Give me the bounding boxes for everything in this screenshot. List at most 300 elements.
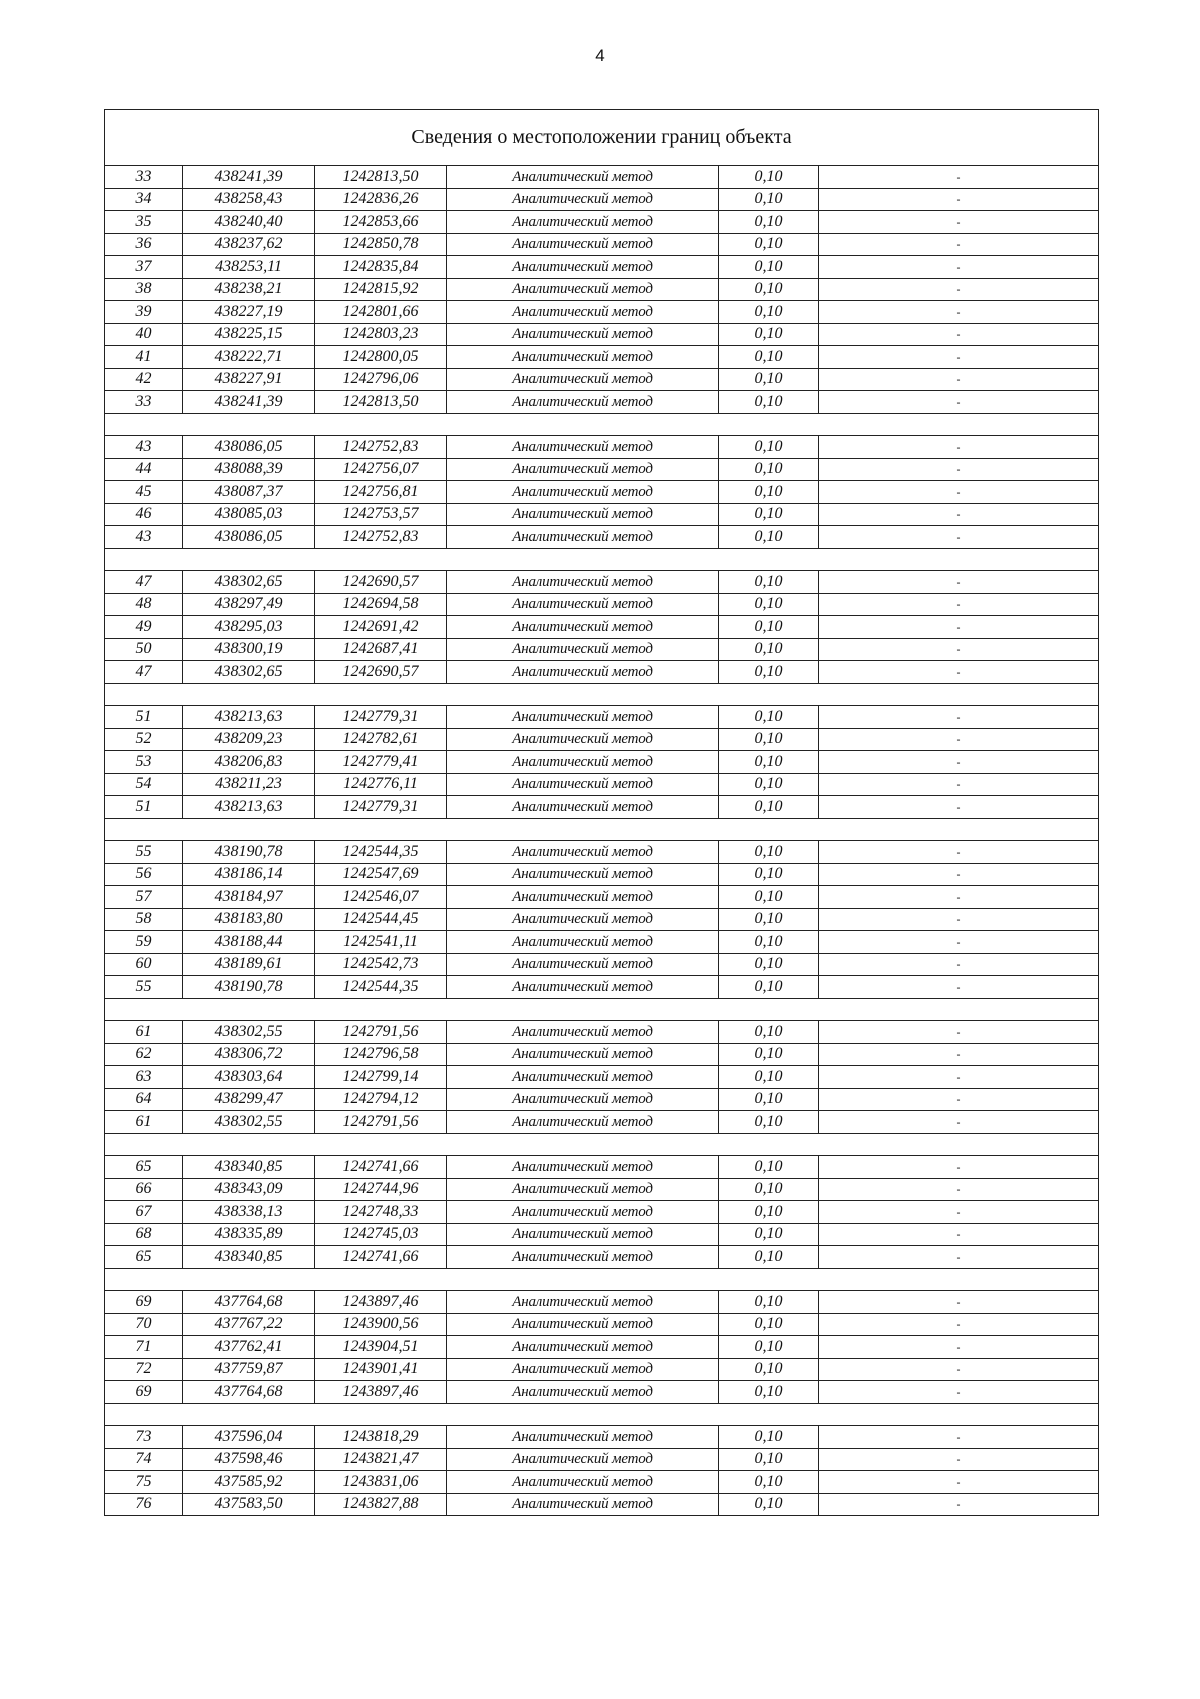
y-coordinate-cell: 1242800,05	[315, 346, 447, 369]
accuracy-cell: 0,10	[719, 571, 819, 594]
table-row	[105, 346, 1099, 369]
group-separator	[105, 998, 1099, 1021]
method-cell: Аналитический метод	[447, 1471, 719, 1494]
point-number-cell: 34	[105, 188, 183, 211]
point-number-cell: 74	[105, 1448, 183, 1471]
accuracy-cell: 0,10	[719, 1313, 819, 1336]
description-cell: -	[819, 1043, 1099, 1066]
point-number-cell: 39	[105, 301, 183, 324]
y-coordinate-cell: 1242803,23	[315, 323, 447, 346]
point-number-cell: 69	[105, 1381, 183, 1404]
y-coordinate-cell: 1243897,46	[315, 1381, 447, 1404]
description-cell: -	[819, 166, 1099, 189]
point-number-cell: 43	[105, 436, 183, 459]
table-row	[105, 886, 1099, 909]
point-number-cell: 61	[105, 1111, 183, 1134]
y-coordinate-cell: 1242544,35	[315, 976, 447, 999]
y-coordinate-cell: 1242796,06	[315, 368, 447, 391]
description-cell: -	[819, 638, 1099, 661]
table-row	[105, 233, 1099, 256]
description-cell: -	[819, 1448, 1099, 1471]
table-row	[105, 458, 1099, 481]
table-row	[105, 1223, 1099, 1246]
table-row	[105, 1246, 1099, 1269]
table-title: Сведения о местоположении границ объекта	[105, 110, 1099, 166]
table-row	[105, 1493, 1099, 1516]
x-coordinate-cell: 438222,71	[183, 346, 315, 369]
y-coordinate-cell: 1242753,57	[315, 503, 447, 526]
point-number-cell: 48	[105, 593, 183, 616]
x-coordinate-cell: 437764,68	[183, 1291, 315, 1314]
method-cell: Аналитический метод	[447, 931, 719, 954]
y-coordinate-cell: 1242741,66	[315, 1246, 447, 1269]
y-coordinate-cell: 1243831,06	[315, 1471, 447, 1494]
point-number-cell: 55	[105, 976, 183, 999]
y-coordinate-cell: 1242801,66	[315, 301, 447, 324]
description-cell: -	[819, 1178, 1099, 1201]
accuracy-cell: 0,10	[719, 1426, 819, 1449]
x-coordinate-cell: 438209,23	[183, 728, 315, 751]
accuracy-cell: 0,10	[719, 886, 819, 909]
accuracy-cell: 0,10	[719, 391, 819, 414]
method-cell: Аналитический метод	[447, 638, 719, 661]
method-cell: Аналитический метод	[447, 953, 719, 976]
point-number-cell: 65	[105, 1246, 183, 1269]
accuracy-cell: 0,10	[719, 346, 819, 369]
x-coordinate-cell: 438302,65	[183, 661, 315, 684]
accuracy-cell: 0,10	[719, 436, 819, 459]
description-cell: -	[819, 661, 1099, 684]
group-separator	[105, 548, 1099, 571]
y-coordinate-cell: 1242791,56	[315, 1111, 447, 1134]
method-cell: Аналитический метод	[447, 593, 719, 616]
accuracy-cell: 0,10	[719, 503, 819, 526]
point-number-cell: 59	[105, 931, 183, 954]
point-number-cell: 47	[105, 571, 183, 594]
x-coordinate-cell: 438302,55	[183, 1021, 315, 1044]
method-cell: Аналитический метод	[447, 503, 719, 526]
method-cell: Аналитический метод	[447, 526, 719, 549]
point-number-cell: 47	[105, 661, 183, 684]
method-cell: Аналитический метод	[447, 728, 719, 751]
description-cell: -	[819, 886, 1099, 909]
x-coordinate-cell: 438299,47	[183, 1088, 315, 1111]
accuracy-cell: 0,10	[719, 976, 819, 999]
accuracy-cell: 0,10	[719, 1336, 819, 1359]
method-cell: Аналитический метод	[447, 481, 719, 504]
description-cell: -	[819, 1336, 1099, 1359]
y-coordinate-cell: 1242541,11	[315, 931, 447, 954]
table-row	[105, 1291, 1099, 1314]
table-row	[105, 638, 1099, 661]
table-row	[105, 1426, 1099, 1449]
table-row	[105, 278, 1099, 301]
table-row	[105, 773, 1099, 796]
point-number-cell: 67	[105, 1201, 183, 1224]
y-coordinate-cell: 1242690,57	[315, 661, 447, 684]
accuracy-cell: 0,10	[719, 1201, 819, 1224]
x-coordinate-cell: 438238,21	[183, 278, 315, 301]
method-cell: Аналитический метод	[447, 773, 719, 796]
x-coordinate-cell: 438088,39	[183, 458, 315, 481]
method-cell: Аналитический метод	[447, 1111, 719, 1134]
x-coordinate-cell: 437596,04	[183, 1426, 315, 1449]
group-separator	[105, 413, 1099, 436]
x-coordinate-cell: 438190,78	[183, 976, 315, 999]
description-cell: -	[819, 841, 1099, 864]
point-number-cell: 38	[105, 278, 183, 301]
method-cell: Аналитический метод	[447, 863, 719, 886]
method-cell: Аналитический метод	[447, 706, 719, 729]
description-cell: -	[819, 481, 1099, 504]
table-row	[105, 368, 1099, 391]
y-coordinate-cell: 1242836,26	[315, 188, 447, 211]
point-number-cell: 54	[105, 773, 183, 796]
method-cell: Аналитический метод	[447, 1021, 719, 1044]
table-row	[105, 1088, 1099, 1111]
x-coordinate-cell: 438183,80	[183, 908, 315, 931]
description-cell: -	[819, 728, 1099, 751]
group-separator-row	[105, 1403, 1099, 1426]
table-row	[105, 1111, 1099, 1134]
x-coordinate-cell: 438338,13	[183, 1201, 315, 1224]
accuracy-cell: 0,10	[719, 796, 819, 819]
description-cell: -	[819, 1381, 1099, 1404]
point-number-cell: 53	[105, 751, 183, 774]
x-coordinate-cell: 438241,39	[183, 166, 315, 189]
method-cell: Аналитический метод	[447, 346, 719, 369]
y-coordinate-cell: 1242694,58	[315, 593, 447, 616]
x-coordinate-cell: 438300,19	[183, 638, 315, 661]
description-cell: -	[819, 1426, 1099, 1449]
accuracy-cell: 0,10	[719, 841, 819, 864]
page-number: 4	[595, 46, 605, 65]
group-separator	[105, 1268, 1099, 1291]
accuracy-cell: 0,10	[719, 278, 819, 301]
description-cell: -	[819, 796, 1099, 819]
y-coordinate-cell: 1242850,78	[315, 233, 447, 256]
point-number-cell: 51	[105, 796, 183, 819]
point-number-cell: 45	[105, 481, 183, 504]
table-row	[105, 1471, 1099, 1494]
x-coordinate-cell: 438227,91	[183, 368, 315, 391]
method-cell: Аналитический метод	[447, 1381, 719, 1404]
y-coordinate-cell: 1242741,66	[315, 1156, 447, 1179]
description-cell: -	[819, 1021, 1099, 1044]
method-cell: Аналитический метод	[447, 1223, 719, 1246]
x-coordinate-cell: 438189,61	[183, 953, 315, 976]
description-cell: -	[819, 616, 1099, 639]
y-coordinate-cell: 1242813,50	[315, 391, 447, 414]
group-separator	[105, 1133, 1099, 1156]
x-coordinate-cell: 438295,03	[183, 616, 315, 639]
group-separator	[105, 1403, 1099, 1426]
accuracy-cell: 0,10	[719, 751, 819, 774]
description-cell: -	[819, 593, 1099, 616]
y-coordinate-cell: 1242745,03	[315, 1223, 447, 1246]
description-cell: -	[819, 706, 1099, 729]
accuracy-cell: 0,10	[719, 728, 819, 751]
point-number-cell: 62	[105, 1043, 183, 1066]
description-cell: -	[819, 1088, 1099, 1111]
y-coordinate-cell: 1242815,92	[315, 278, 447, 301]
table-row	[105, 616, 1099, 639]
table-row	[105, 1381, 1099, 1404]
x-coordinate-cell: 438253,11	[183, 256, 315, 279]
table-row	[105, 211, 1099, 234]
group-separator-row	[105, 548, 1099, 571]
method-cell: Аналитический метод	[447, 1043, 719, 1066]
description-cell: -	[819, 323, 1099, 346]
y-coordinate-cell: 1242813,50	[315, 166, 447, 189]
accuracy-cell: 0,10	[719, 166, 819, 189]
table-row	[105, 751, 1099, 774]
x-coordinate-cell: 438335,89	[183, 1223, 315, 1246]
x-coordinate-cell: 438188,44	[183, 931, 315, 954]
accuracy-cell: 0,10	[719, 931, 819, 954]
method-cell: Аналитический метод	[447, 886, 719, 909]
method-cell: Аналитический метод	[447, 1156, 719, 1179]
method-cell: Аналитический метод	[447, 1291, 719, 1314]
table-row	[105, 593, 1099, 616]
x-coordinate-cell: 437598,46	[183, 1448, 315, 1471]
accuracy-cell: 0,10	[719, 1111, 819, 1134]
table-row	[105, 571, 1099, 594]
accuracy-cell: 0,10	[719, 706, 819, 729]
description-cell: -	[819, 278, 1099, 301]
y-coordinate-cell: 1243904,51	[315, 1336, 447, 1359]
y-coordinate-cell: 1242799,14	[315, 1066, 447, 1089]
x-coordinate-cell: 438186,14	[183, 863, 315, 886]
description-cell: -	[819, 773, 1099, 796]
x-coordinate-cell: 438302,65	[183, 571, 315, 594]
y-coordinate-cell: 1243827,88	[315, 1493, 447, 1516]
accuracy-cell: 0,10	[719, 1493, 819, 1516]
x-coordinate-cell: 438237,62	[183, 233, 315, 256]
method-cell: Аналитический метод	[447, 256, 719, 279]
accuracy-cell: 0,10	[719, 188, 819, 211]
method-cell: Аналитический метод	[447, 1426, 719, 1449]
description-cell: -	[819, 1201, 1099, 1224]
point-number-cell: 55	[105, 841, 183, 864]
point-number-cell: 40	[105, 323, 183, 346]
table-row	[105, 1178, 1099, 1201]
y-coordinate-cell: 1242779,31	[315, 796, 447, 819]
description-cell: -	[819, 1223, 1099, 1246]
y-coordinate-cell: 1242782,61	[315, 728, 447, 751]
y-coordinate-cell: 1242756,07	[315, 458, 447, 481]
y-coordinate-cell: 1242546,07	[315, 886, 447, 909]
description-cell: -	[819, 1291, 1099, 1314]
method-cell: Аналитический метод	[447, 278, 719, 301]
method-cell: Аналитический метод	[447, 1493, 719, 1516]
group-separator	[105, 818, 1099, 841]
method-cell: Аналитический метод	[447, 301, 719, 324]
accuracy-cell: 0,10	[719, 1178, 819, 1201]
accuracy-cell: 0,10	[719, 1381, 819, 1404]
y-coordinate-cell: 1243897,46	[315, 1291, 447, 1314]
accuracy-cell: 0,10	[719, 1471, 819, 1494]
point-number-cell: 51	[105, 706, 183, 729]
y-coordinate-cell: 1242748,33	[315, 1201, 447, 1224]
x-coordinate-cell: 438211,23	[183, 773, 315, 796]
accuracy-cell: 0,10	[719, 481, 819, 504]
table-row	[105, 301, 1099, 324]
accuracy-cell: 0,10	[719, 211, 819, 234]
table-row	[105, 728, 1099, 751]
point-number-cell: 44	[105, 458, 183, 481]
group-separator-row	[105, 1133, 1099, 1156]
description-cell: -	[819, 1246, 1099, 1269]
method-cell: Аналитический метод	[447, 458, 719, 481]
description-cell: -	[819, 1471, 1099, 1494]
method-cell: Аналитический метод	[447, 436, 719, 459]
method-cell: Аналитический метод	[447, 908, 719, 931]
accuracy-cell: 0,10	[719, 1088, 819, 1111]
y-coordinate-cell: 1242542,73	[315, 953, 447, 976]
description-cell: -	[819, 368, 1099, 391]
table-row	[105, 503, 1099, 526]
description-cell: -	[819, 953, 1099, 976]
description-cell: -	[819, 976, 1099, 999]
method-cell: Аналитический метод	[447, 1066, 719, 1089]
accuracy-cell: 0,10	[719, 1043, 819, 1066]
x-coordinate-cell: 438258,43	[183, 188, 315, 211]
description-cell: -	[819, 503, 1099, 526]
accuracy-cell: 0,10	[719, 1156, 819, 1179]
accuracy-cell: 0,10	[719, 233, 819, 256]
y-coordinate-cell: 1243900,56	[315, 1313, 447, 1336]
accuracy-cell: 0,10	[719, 1066, 819, 1089]
method-cell: Аналитический метод	[447, 1178, 719, 1201]
point-number-cell: 70	[105, 1313, 183, 1336]
y-coordinate-cell: 1242752,83	[315, 436, 447, 459]
description-cell: -	[819, 301, 1099, 324]
method-cell: Аналитический метод	[447, 1201, 719, 1224]
description-cell: -	[819, 1111, 1099, 1134]
table-row	[105, 526, 1099, 549]
table-row	[105, 436, 1099, 459]
method-cell: Аналитический метод	[447, 323, 719, 346]
table-row	[105, 1021, 1099, 1044]
table-row	[105, 391, 1099, 414]
point-number-cell: 58	[105, 908, 183, 931]
x-coordinate-cell: 438184,97	[183, 886, 315, 909]
point-number-cell: 36	[105, 233, 183, 256]
description-cell: -	[819, 1313, 1099, 1336]
method-cell: Аналитический метод	[447, 233, 719, 256]
y-coordinate-cell: 1242544,35	[315, 841, 447, 864]
point-number-cell: 69	[105, 1291, 183, 1314]
point-number-cell: 66	[105, 1178, 183, 1201]
description-cell: -	[819, 436, 1099, 459]
description-cell: -	[819, 458, 1099, 481]
x-coordinate-cell: 438340,85	[183, 1246, 315, 1269]
description-cell: -	[819, 863, 1099, 886]
x-coordinate-cell: 438306,72	[183, 1043, 315, 1066]
method-cell: Аналитический метод	[447, 188, 719, 211]
point-number-cell: 64	[105, 1088, 183, 1111]
y-coordinate-cell: 1242547,69	[315, 863, 447, 886]
accuracy-cell: 0,10	[719, 1291, 819, 1314]
table-row	[105, 1448, 1099, 1471]
table-row	[105, 841, 1099, 864]
method-cell: Аналитический метод	[447, 1088, 719, 1111]
accuracy-cell: 0,10	[719, 863, 819, 886]
x-coordinate-cell: 438241,39	[183, 391, 315, 414]
y-coordinate-cell: 1242853,66	[315, 211, 447, 234]
y-coordinate-cell: 1242796,58	[315, 1043, 447, 1066]
x-coordinate-cell: 437764,68	[183, 1381, 315, 1404]
method-cell: Аналитический метод	[447, 616, 719, 639]
x-coordinate-cell: 437767,22	[183, 1313, 315, 1336]
x-coordinate-cell: 438303,64	[183, 1066, 315, 1089]
group-separator-row	[105, 683, 1099, 706]
point-number-cell: 33	[105, 166, 183, 189]
point-number-cell: 52	[105, 728, 183, 751]
method-cell: Аналитический метод	[447, 661, 719, 684]
accuracy-cell: 0,10	[719, 1021, 819, 1044]
x-coordinate-cell: 437583,50	[183, 1493, 315, 1516]
accuracy-cell: 0,10	[719, 638, 819, 661]
method-cell: Аналитический метод	[447, 166, 719, 189]
table-row	[105, 481, 1099, 504]
point-number-cell: 37	[105, 256, 183, 279]
table-title-row	[105, 110, 1099, 166]
point-number-cell: 49	[105, 616, 183, 639]
point-number-cell: 43	[105, 526, 183, 549]
x-coordinate-cell: 438087,37	[183, 481, 315, 504]
accuracy-cell: 0,10	[719, 593, 819, 616]
x-coordinate-cell: 437762,41	[183, 1336, 315, 1359]
table-row	[105, 1156, 1099, 1179]
accuracy-cell: 0,10	[719, 323, 819, 346]
table-row	[105, 931, 1099, 954]
accuracy-cell: 0,10	[719, 1448, 819, 1471]
point-number-cell: 71	[105, 1336, 183, 1359]
point-number-cell: 42	[105, 368, 183, 391]
accuracy-cell: 0,10	[719, 301, 819, 324]
table-row	[105, 1201, 1099, 1224]
accuracy-cell: 0,10	[719, 661, 819, 684]
method-cell: Аналитический метод	[447, 571, 719, 594]
x-coordinate-cell: 438213,63	[183, 796, 315, 819]
x-coordinate-cell: 438343,09	[183, 1178, 315, 1201]
accuracy-cell: 0,10	[719, 1246, 819, 1269]
x-coordinate-cell: 438240,40	[183, 211, 315, 234]
accuracy-cell: 0,10	[719, 1223, 819, 1246]
group-separator-row	[105, 1268, 1099, 1291]
table-row	[105, 188, 1099, 211]
method-cell: Аналитический метод	[447, 796, 719, 819]
description-cell: -	[819, 751, 1099, 774]
table-row	[105, 166, 1099, 189]
description-cell: -	[819, 188, 1099, 211]
method-cell: Аналитический метод	[447, 1358, 719, 1381]
y-coordinate-cell: 1242744,96	[315, 1178, 447, 1201]
accuracy-cell: 0,10	[719, 368, 819, 391]
table-row	[105, 706, 1099, 729]
y-coordinate-cell: 1242690,57	[315, 571, 447, 594]
y-coordinate-cell: 1243821,47	[315, 1448, 447, 1471]
x-coordinate-cell: 438190,78	[183, 841, 315, 864]
y-coordinate-cell: 1242756,81	[315, 481, 447, 504]
method-cell: Аналитический метод	[447, 391, 719, 414]
point-number-cell: 50	[105, 638, 183, 661]
method-cell: Аналитический метод	[447, 751, 719, 774]
x-coordinate-cell: 438086,05	[183, 526, 315, 549]
boundary-coordinates-table	[104, 109, 1099, 1516]
